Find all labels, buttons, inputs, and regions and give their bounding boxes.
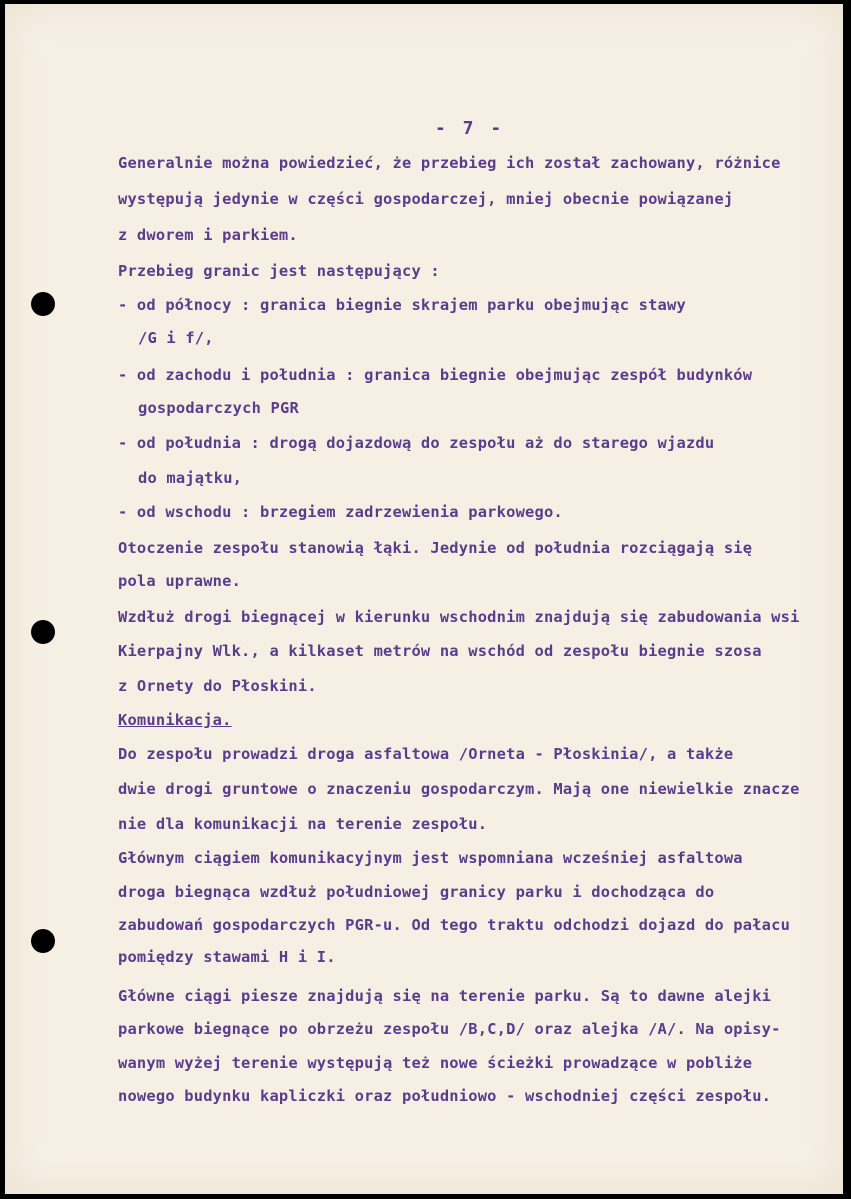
punch-hole [31,929,55,953]
text-line: Przebieg granic jest następujący : [118,262,440,280]
text-line: wanym wyżej terenie występują też nowe ścieżki prowadzące w pobliże [118,1054,753,1072]
text-line: Generalnie można powiedzieć, że przebieg ich został zachowany, różnice [118,154,781,172]
text-line: Wzdłuż drogi biegnącej w kierunku wschodnim znajdują się zabudowania wsi [118,608,800,626]
text-line: występują jedynie w części gospodarczej, mniej obecnie powiązanej [118,190,734,208]
text-line: Otoczenie zespołu stanowią łąki. Jedynie od południa rozciągają się [118,539,753,557]
text-line: z dworem i parkiem. [118,226,298,244]
text-line: parkowe biegnące po obrzeżu zespołu /B,C,D/ oraz alejka /A/. Na opisy- [118,1020,781,1038]
text-line: pomiędzy stawami H i I. [118,948,336,966]
text-line: Do zespołu prowadzi droga asfaltowa /Orneta - Płoskinia/, a także [118,745,734,763]
text-line: /G i f/, [138,329,214,347]
punch-hole [31,620,55,644]
text-line: do majątku, [138,469,243,487]
text-line: zabudowań gospodarczych PGR-u. Od tego traktu odchodzi dojazd do pałacu [118,916,791,934]
list-item: - od zachodu i południa : granica biegnie obejmując zespół budynków [118,366,753,384]
document-page [5,4,843,1194]
text-line: Główne ciągi piesze znajdują się na terenie parku. Są to dawne alejki [118,987,772,1005]
page-number: - 7 - [435,118,505,139]
text-line: z Ornety do Płoskini. [118,677,317,695]
text-line: dwie drogi gruntowe o znaczeniu gospodarczym. Mają one niewielkie znacze [118,780,800,798]
punch-hole [31,292,55,316]
text-line: nowego budynku kapliczki oraz południowo - wschodniej części zespołu. [118,1087,772,1105]
text-line: Kierpajny Wlk., a kilkaset metrów na wschód od zespołu biegnie szosa [118,642,762,660]
section-heading: Komunikacja. [118,711,232,729]
list-item: - od północy : granica biegnie skrajem parku obejmując stawy [118,296,686,314]
text-line: Głównym ciągiem komunikacyjnym jest wspomniana wcześniej asfaltowa [118,849,743,867]
text-line: gospodarczych PGR [138,399,299,417]
text-line: nie dla komunikacji na terenie zespołu. [118,815,488,833]
text-line: droga biegnąca wzdłuż południowej granicy parku i dochodząca do [118,883,715,901]
list-item: - od południa : drogą dojazdową do zespołu aż do starego wjazdu [118,434,715,452]
text-line: pola uprawne. [118,572,242,590]
list-item: - od wschodu : brzegiem zadrzewienia parkowego. [118,503,563,521]
